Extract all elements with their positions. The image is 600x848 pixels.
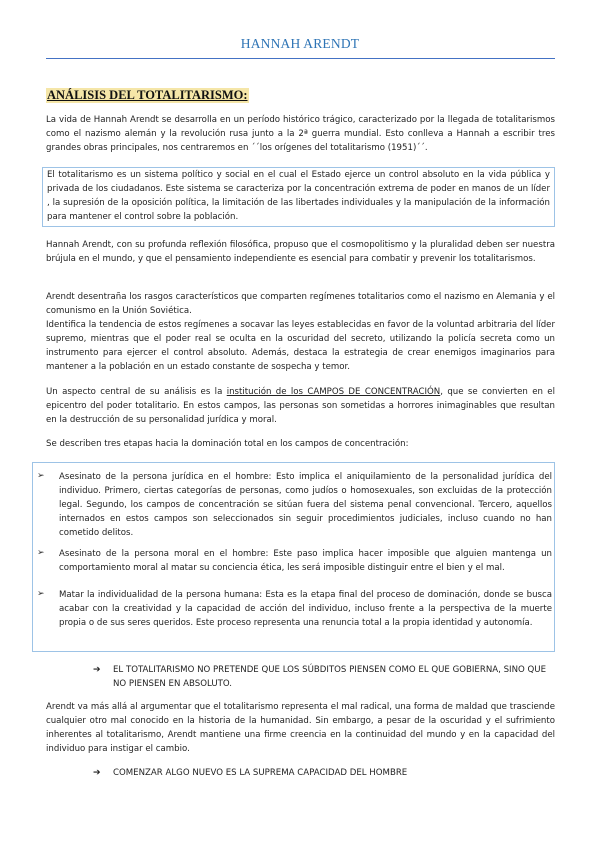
camps-paragraph	[46, 385, 555, 427]
stages-box	[32, 462, 555, 652]
bullet-arrow-icon: ➢	[37, 548, 45, 558]
quote-text: COMENZAR ALGO NUEVO ES LA SUPREMA CAPACIDAD DEL HOMBRE	[113, 768, 408, 778]
traits-paragraph: Arendt desentraña los rasgos característicos que comparten regímenes totalitarios como el nazismo en Alemania y el comunismo en la Unión Soviética.	[46, 292, 555, 316]
radical-evil-paragraph: Arendt va más allá al argumentar que el totalitarismo representa el mal radical, una forma de maldad que trasciende cualquier otro mal conocido en la historia de la humanidad. Sin embargo, a pesar de la oscuridad y el sufrimiento inherentes al totalitarismo, Arendt mantiene una firme creencia en la continuidad del mundo y en la capacidad del individuo para instigar el cambio.	[46, 702, 555, 754]
title-divider	[46, 58, 555, 59]
definition-text: El totalitarismo es un sistema político y social en el cual el Estado ejerce un control absoluto en la vida pública y privada de los ciudadanos. Este sistema se caracteriza por la concentración extrema de poder en manos de un líder , la supresión de la oposición política, la limitación de las libertades individuales y la manipulación de la información para mantener el control sobre la población.	[47, 170, 550, 222]
section-heading: ANÁLISIS DEL TOTALITARISMO:	[47, 88, 248, 102]
bullet-arrow-icon: ➢	[37, 471, 45, 481]
stages-intro-paragraph: Se describen tres etapas hacia la dominación total en los campos de concentración:	[46, 439, 409, 449]
right-arrow-icon: ➔	[93, 768, 101, 778]
tendency-paragraph: Identifica la tendencia de estos regímenes a socavar las leyes establecidas en favor de la voluntad arbitraria del líder supremo, mientras que el poder real se oculta en la oscuridad del secreto, utilizando la policía secreta como un instrumento para ejercer el control absoluto. Además, destaca la estrategia de crear enemigos imaginarios para mantener a la población en un estado constante de sospecha y temor.	[46, 320, 555, 372]
quote-text: EL TOTALITARISMO NO PRETENDE QUE LOS SÚBDITOS PIENSEN COMO EL QUE GOBIERNA, SINO QUE NO PIENSEN EN ABSOLUTO.	[113, 665, 546, 689]
stage-text: Asesinato de la persona jurídica en el hombre: Esto implica el aniquilamiento de la personalidad jurídica del individuo. Primero, ciertas categorías de personas, como judíos o homosexuales, son excluidas de la protección legal. Segundo, los campos de concentración se sitúan fuera del sistema penal convencional. Tercero, aquellos internados en estos campos son seleccionados sin seguir procedimientos judiciales, incluso cuando no han cometido delitos.	[59, 472, 552, 538]
definition-box	[42, 167, 555, 227]
camps-text-pre: Un aspecto central de su análisis es la	[46, 387, 227, 397]
stage-text: Matar la individualidad de la persona humana: Esta es la etapa final del proceso de dominación, donde se busca acabar con la creatividad y la capacidad de acción del individuo, incluso frente a la perspectiva de la muerte propia o de sus seres queridos. Este proceso representa una renuncia total a la propia identidad y autonomía.	[59, 590, 552, 628]
document-title: HANNAH ARENDT	[240, 36, 360, 51]
camps-underlined-text: institución de los CAMPOS DE CONCENTRACIÓN	[226, 387, 441, 397]
intro-paragraph: La vida de Hannah Arendt se desarrolla en un período histórico trágico, caracterizado por la llegada de totalitarismos como el nazismo alemán y la revolución rusa junto a la 2ª guerra mundial. Esto conlleva a Hannah a escribir tres grandes obras principales, nos centraremos en ´´los orígenes del totalitarismo (1951)´´.	[46, 115, 555, 153]
camps-text-post: , que se convierten en el epicentro del poder totalitario. En estos campos, las personas son sometidas a horrores inimaginables que resultan en la destrucción de su personalidad jurídica y moral.	[46, 387, 555, 425]
cosmopolitanism-paragraph: Hannah Arendt, con su profunda reflexión filosófica, propuso que el cosmopolitismo y la pluralidad deben ser nuestra brújula en el mundo, y que el pensamiento independiente es esencial para combatir y prevenir los totalitarismos.	[46, 240, 555, 264]
bullet-arrow-icon: ➢	[37, 589, 45, 599]
stage-text: Asesinato de la persona moral en el hombre: Este paso implica hacer imposible que alguien mantenga un comportamiento moral al matar su conciencia ética, les será imposible distinguir entre el bien y el mal.	[59, 549, 552, 573]
right-arrow-icon: ➔	[93, 665, 101, 675]
